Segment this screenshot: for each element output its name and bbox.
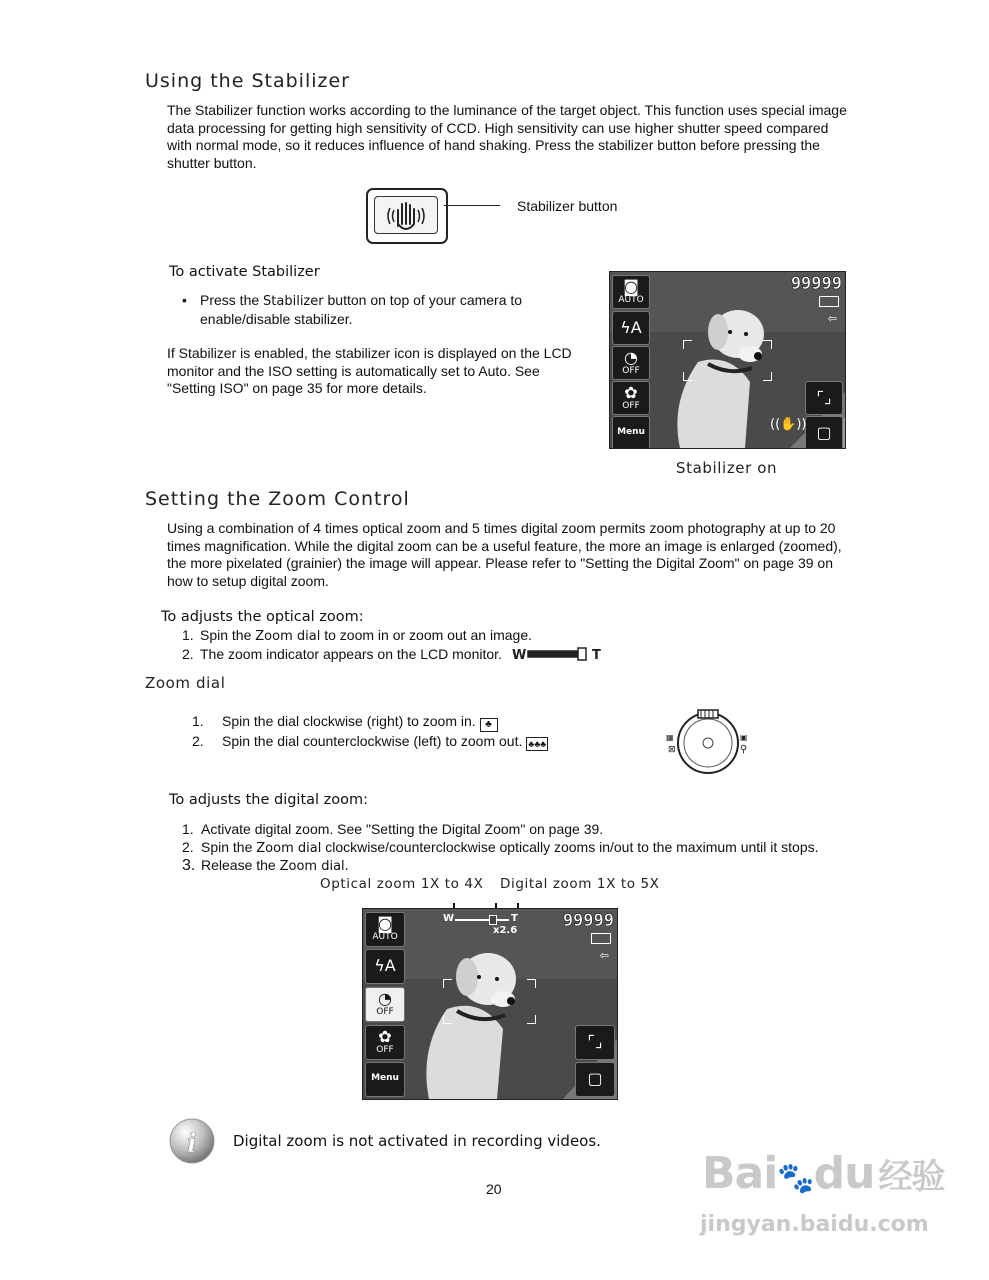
macro-button[interactable]: ✿ OFF — [612, 381, 650, 415]
stabilizer-on-caption: Stabilizer on — [676, 459, 778, 477]
expand-icon: ⌜⌟ — [816, 388, 832, 407]
digital-zoom-ratio: x2.6 — [493, 925, 518, 936]
watermark-logo: Bai🐾du 经验 — [702, 1148, 945, 1199]
scene-mode-button[interactable]: ◙ AUTO — [365, 912, 405, 947]
battery-icon — [591, 933, 611, 944]
playback-icon: ▢ — [587, 1069, 603, 1088]
playback-button[interactable] — [575, 1062, 615, 1097]
scene-mode-button[interactable]: ◙ AUTO — [612, 275, 650, 309]
shot-counter: 99999 — [790, 274, 842, 294]
list-item: 2. Spin the dial counterclockwise (left) to zoom out. ♣♣♣ — [192, 733, 652, 751]
optical-zoom-label: Optical zoom 1X to 4X — [320, 876, 484, 892]
camera-icon: ◙ — [377, 914, 393, 933]
list-item: 1. Spin the dial clockwise (right) to zoom in. ♣ — [192, 713, 652, 732]
svg-text:▦: ▦ — [666, 733, 674, 742]
playback-icon: ▢ — [816, 423, 832, 442]
flash-button[interactable]: ϟA — [612, 311, 650, 345]
paw-icon: 🐾 — [777, 1161, 814, 1196]
digital-zoom-label: Digital zoom 1X to 5X — [500, 876, 660, 892]
stabilizer-note: If Stabilizer is enabled, the stabilizer icon is displayed on the LCD monitor and the ISO setting is automatically set to Auto. See "Setting ISO" on page 35 for more details. — [167, 345, 572, 396]
flash-button[interactable]: ϟA — [365, 949, 405, 984]
optical-steps — [182, 627, 842, 663]
activate-stabilizer-heading: To activate Stabilizer — [169, 264, 320, 280]
zoom-paragraph: Using a combination of 4 times optical zoom and 5 times digital zoom permits zoom photography at up to 20 times magnification. While the digital zoom can be a useful feature, the more an image is enlarged (zoomed), the more pixelated (grainier) the image will appear. Please refer to "Setting the Digital Zoom" on page 39 on how to setup digital zoom. — [167, 520, 842, 589]
svg-text:⊠: ⊠ — [668, 745, 676, 755]
digital-steps — [182, 821, 862, 876]
list-item: 2. Spin the Zoom dial clockwise/counterclockwise optically zooms in/out to the maximum until it stops. — [182, 838, 819, 856]
timer-icon: ◔ — [378, 989, 392, 1008]
storage-icon: ⇦ — [827, 312, 837, 325]
flower-icon: ✿ — [378, 1027, 392, 1046]
zoom-in-icon: ♣ — [480, 718, 498, 732]
svg-text:▣: ▣ — [740, 733, 748, 742]
lcd-zoom-indicator: W T — [443, 913, 518, 924]
zoom-dial-illustration — [664, 706, 754, 776]
section-title-zoom: Setting the Zoom Control — [145, 488, 410, 510]
self-timer-button[interactable]: ◔ OFF — [612, 346, 650, 380]
playback-button[interactable] — [805, 416, 843, 449]
page-number: 20 — [486, 1181, 502, 1197]
shot-counter: 99999 — [562, 911, 614, 931]
dial-steps — [192, 713, 652, 751]
watermark-url: jingyan.baidu.com — [700, 1212, 929, 1237]
self-timer-button[interactable]: ◔ OFF — [365, 987, 405, 1022]
stabilizer-button-label: Stabilizer button — [517, 198, 618, 214]
section-title-stabilizer: Using the Stabilizer — [145, 70, 350, 92]
optical-zoom-heading: To adjusts the optical zoom: — [161, 609, 364, 625]
camera-icon: ◙ — [623, 277, 639, 296]
storage-icon: ⇦ — [599, 949, 609, 962]
lcd-screen-stabilizer — [609, 271, 846, 449]
svg-text:⚲: ⚲ — [740, 744, 748, 755]
svg-text:W: W — [511, 647, 527, 661]
list-item: 3. Release the Zoom dial. — [182, 857, 349, 874]
fullscreen-button[interactable] — [805, 381, 843, 415]
digital-zoom-note: Digital zoom is not activated in recording videos. — [233, 1132, 601, 1150]
info-icon — [168, 1118, 218, 1166]
list-item: 1. Activate digital zoom. See "Setting the Digital Zoom" on page 39. — [182, 821, 604, 837]
list-item: 1. Spin the Zoom dial to zoom in or zoom out an image. — [182, 627, 532, 644]
list-item: 2. The zoom indicator appears on the LCD monitor. W T — [182, 646, 842, 664]
fullscreen-button[interactable] — [575, 1025, 615, 1060]
menu-button[interactable]: Menu — [612, 416, 650, 449]
flower-icon: ✿ — [624, 383, 638, 402]
zoom-dial-heading: Zoom dial — [145, 674, 226, 692]
expand-icon: ⌜⌟ — [587, 1032, 603, 1051]
callout-line — [444, 205, 500, 206]
hand-icon — [368, 190, 446, 242]
macro-button[interactable]: ✿ OFF — [365, 1025, 405, 1060]
stabilizer-on-icon: ((✋)) — [770, 417, 807, 432]
battery-icon — [819, 296, 839, 307]
zoom-out-icon: ♣♣♣ — [526, 737, 548, 751]
activate-bullet: • Press the Stabilizer button on top of your camera to enable/disable stabilizer. — [182, 292, 523, 327]
stabilizer-paragraph: The Stabilizer function works according to the luminance of the target object. This function uses special image data processing for getting high sensitivity of CCD. High sensitivity can use higher shutter speed compared with normal mode, so it reduces influence of hand shaking. Press the stabilizer button before pressing the shutter button. — [167, 102, 847, 171]
digital-zoom-heading: To adjusts the digital zoom: — [169, 792, 369, 808]
menu-button[interactable]: Menu — [365, 1062, 405, 1097]
lcd-screen-zoom — [362, 908, 618, 1100]
svg-text:T: T — [591, 647, 601, 661]
timer-icon: ◔ — [624, 348, 638, 367]
stabilizer-button-illustration — [366, 188, 448, 244]
zoom-indicator-icon — [512, 647, 612, 661]
svg-text:i: i — [187, 1129, 197, 1159]
